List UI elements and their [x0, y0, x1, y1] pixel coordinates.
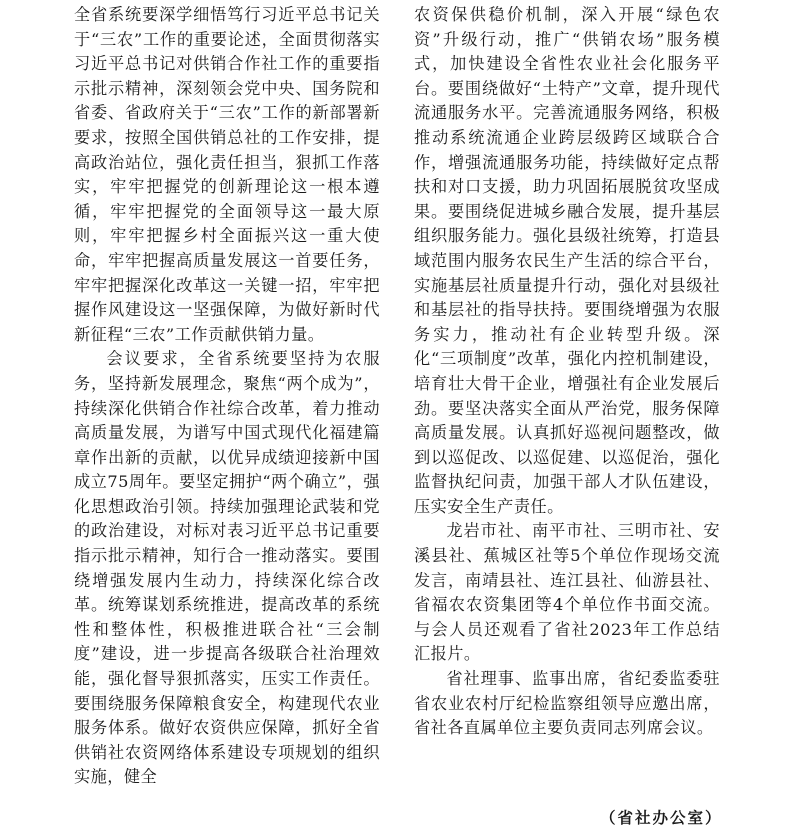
body-paragraph: 全省系统要深学细悟笃行习近平总书记关于“三农”工作的重要论述，全面贯彻落实习近平总书记对供销合作社工作的重要指示批示精神，深刻领会党中央、国务院和省委、省政府关于“三农”工作的新部署新要求，按照全国供销总社的工作安排，提高政治站位，强化责任担当，狠抓工作落实，牢牢把握党的创新理论这一根本遵循，牢牢把握党的全面领导这一最大原则，牢牢把握乡村全面振兴这一重大使命，牢牢把握高质量发展这一首要任务，牢牢把握深化改革这一关键一招，牢牢把握作风建设这一坚强保障，为做好新时代新征程“三农”工作贡献供销力量。: [74, 5, 380, 344]
body-paragraph: 省社理事、监事出席，省纪委监委驻省农业农村厅纪检监察组领导应邀出席，省社各直属单位主要负责同志列席会议。: [414, 669, 720, 738]
left-column: [74, 3, 380, 790]
source-attribution: （省社办公室）: [600, 808, 723, 827]
body-paragraph: 会议要求，全省系统要坚持为农服务，坚持新发展理念，聚焦“两个成为”，持续深化供销合作社综合改革，着力推动高质量发展，为谱写中国式现代化福建篇章作出新的贡献，以优异成绩迎接新中国成立75周年。要坚定拥护“两个确立”，强化思想政治引领。持续加强理论武装和党的政治建设，对标对表习近平总书记重要指示批示精神，知行合一推动落实。要围绕增强发展内生动力，持续深化综合改革。统筹谋划系统推进，提高改革的系统性和整体性，积极推进联合社“三会制度”建设，进一步提高各级联合社治理效能，强化督导狠抓落实，压实工作责任。要围绕服务保障粮食安全，构建现代农业服务体系。做好农资供应保障，抓好全省供销社农资网络体系建设专项规划的组织实施，健全: [74, 349, 380, 787]
right-column: [414, 3, 720, 741]
body-paragraph: 农资保供稳价机制，深入开展“绿色农资”升级行动，推广“供销农场”服务模式，加快建设全省性农业社会化服务平台。要围绕做好“土特产”文章，提升现代流通服务水平。完善流通服务网络，积极推动系统流通企业跨层级跨区域联合合作，增强流通服务功能，持续做好定点帮扶和对口支援，助力巩固拓展脱贫攻坚成果。要围绕促进城乡融合发展，提升基层组织服务能力。强化县级社统筹，打造县域范围内服务农民生产生活的综合平台，实施基层社质量提升行动，强化对县级社和基层社的指导扶持。要围绕增强为农服务实力，推动社有企业转型升级。深化“三项制度”改革，强化内控机制建设，培育壮大骨干企业，增强社有企业发展后劲。要坚决落实全面从严治党，服务保障高质量发展。认真抓好巡视问题整改，做到以巡促改、以巡促建、以巡促治，强化监督执纪问责，加强干部人才队伍建设，压实安全生产责任。: [414, 5, 720, 516]
body-paragraph: 龙岩市社、南平市社、三明市社、安溪县社、蕉城区社等5个单位作现场交流发言，南靖县社、连江县社、仙游县社、省福农农资集团等4个单位作书面交流。与会人员还观看了省社2023年工作总结汇报片。: [414, 521, 720, 664]
